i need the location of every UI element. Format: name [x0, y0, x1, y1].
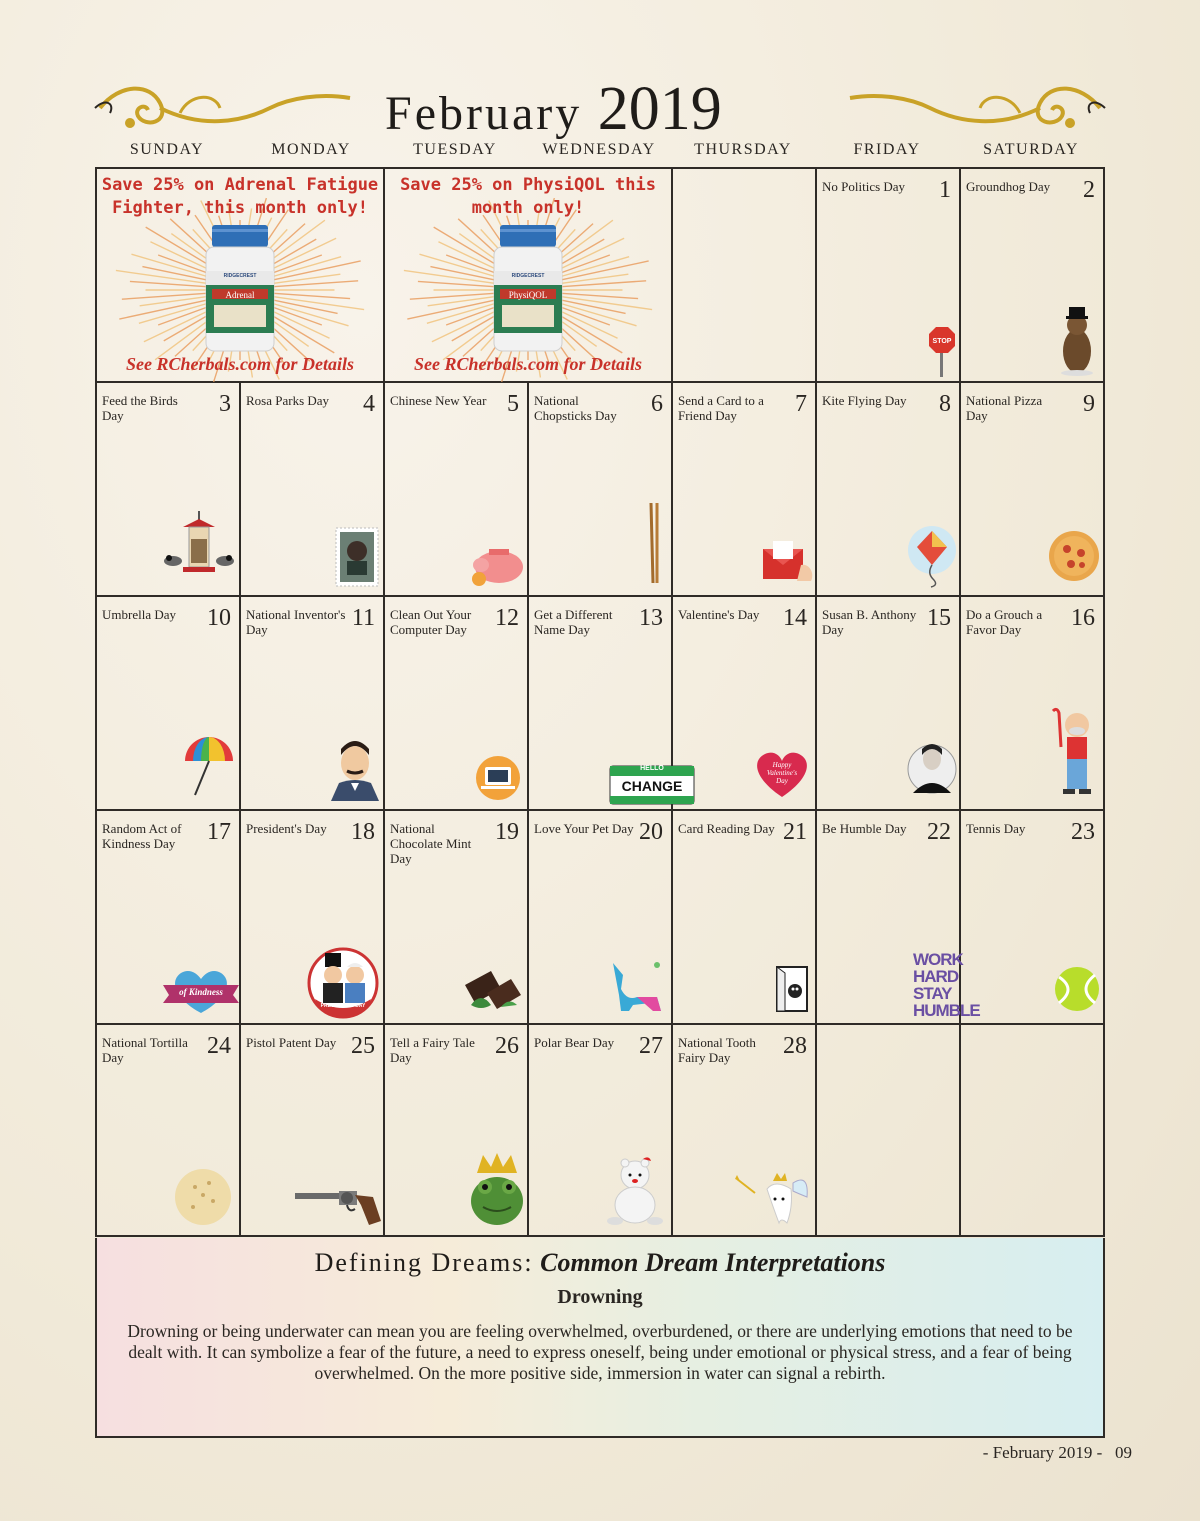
tennis-ball-icon [1053, 965, 1101, 1017]
day-number: 10 [207, 605, 231, 631]
day-event-label: Polar Bear Day [534, 1035, 615, 1050]
day-event-label: Card Reading Day [678, 821, 775, 836]
day-number: 11 [351, 605, 375, 631]
promo-footer-link[interactable]: See RCherbals.com for Details [414, 354, 642, 374]
day-cell[interactable] [241, 597, 385, 811]
chocolate-icon [461, 965, 523, 1015]
defining-dreams-panel [95, 1238, 1105, 1438]
empty-cell [817, 1025, 961, 1237]
day-number: 5 [507, 391, 519, 417]
day-event-label: National Tortilla Day [102, 1035, 188, 1065]
day-cell[interactable] [817, 169, 961, 383]
day-number: 27 [639, 1033, 663, 1059]
day-number: 13 [639, 605, 663, 631]
day-cell[interactable] [241, 811, 385, 1025]
chopsticks-icon [645, 501, 665, 589]
day-number: 6 [651, 391, 663, 417]
day-number: 22 [927, 819, 951, 845]
umbrella-icon [181, 735, 237, 803]
day-number: 4 [363, 391, 375, 417]
weekday-3: WEDNESDAY [542, 141, 656, 158]
empty-cell [961, 1025, 1105, 1237]
day-cell[interactable] [385, 383, 529, 597]
inventor-portrait-icon [329, 737, 381, 805]
day-number: 7 [795, 391, 807, 417]
day-cell[interactable] [385, 1025, 529, 1237]
dreams-title-prefix: Defining Dreams: [314, 1248, 534, 1277]
day-cell[interactable] [529, 1025, 673, 1237]
day-event-label: Love Your Pet Day [534, 821, 634, 836]
weekday-header-row [95, 141, 1105, 165]
kindness-badge-icon [161, 967, 241, 1015]
day-number: 17 [207, 819, 231, 845]
day-cell[interactable] [817, 811, 980, 1025]
day-event-label: Tennis Day [966, 821, 1026, 836]
day-event-label: National Chopsticks Day [534, 393, 617, 423]
weekday-1: MONDAY [271, 141, 351, 158]
page-number: 09 [1115, 1443, 1132, 1462]
stamp-icon [335, 527, 379, 591]
promo-cell-2[interactable] [385, 169, 673, 383]
dreams-subtitle: Drowning [557, 1286, 643, 1308]
day-number: 12 [495, 605, 519, 631]
promo-headline: Save 25% on PhysiQOL this month only! [400, 175, 656, 218]
presidents-text: PRESIDENT'S DAY [320, 1003, 366, 1009]
right-flourish-icon [845, 78, 1110, 138]
day-cell[interactable] [97, 597, 241, 811]
supplement-bottle-icon [486, 223, 570, 353]
day-cell[interactable] [529, 597, 683, 811]
day-event-label: Chinese New Year [390, 393, 487, 408]
day-event-label: Groundhog Day [966, 179, 1051, 194]
weekday-6: SATURDAY [983, 141, 1079, 158]
kindness-text: of Kindness [179, 987, 223, 997]
page-title: February 2019 [385, 75, 722, 143]
humble-text-icon [913, 950, 980, 1020]
day-number: 1 [939, 177, 951, 203]
portrait-icon [907, 733, 957, 807]
day-cell[interactable] [817, 597, 961, 811]
promo-footer-link[interactable]: See RCherbals.com for Details [126, 354, 354, 374]
supplement-bottle-icon [198, 223, 282, 353]
day-number: 28 [783, 1033, 807, 1059]
pet-icon [607, 955, 669, 1017]
envelope-icon [761, 539, 817, 589]
weekday-5: FRIDAY [853, 141, 921, 158]
humble-line: HUMBLE [913, 1001, 980, 1020]
day-event-label: Feed the Birds Day [102, 393, 178, 423]
day-cell[interactable] [961, 169, 1105, 383]
day-number: 2 [1083, 177, 1095, 203]
tooth-fairy-icon [735, 1163, 815, 1231]
day-cell[interactable] [961, 383, 1105, 597]
day-cell[interactable] [241, 1025, 385, 1237]
day-event-label: Pistol Patent Day [246, 1035, 337, 1050]
day-event-label: No Politics Day [822, 179, 906, 194]
day-number: 24 [207, 1033, 231, 1059]
revolver-icon [293, 1187, 383, 1231]
svg-text:STOP: STOP [932, 338, 952, 345]
stop-sign-icon [927, 325, 957, 381]
day-event-label: National Chocolate Mint Day [390, 821, 472, 866]
dreams-title [97, 1248, 1103, 1278]
day-cell[interactable] [673, 811, 817, 1025]
groundhog-icon [1057, 303, 1097, 379]
promo-bottle [198, 223, 282, 357]
day-event-label: Send a Card to a Friend Day [678, 393, 764, 423]
day-event-label: Kite Flying Day [822, 393, 907, 408]
day-number: 9 [1083, 391, 1095, 417]
bottle-product: Adrenal [225, 289, 255, 300]
polar-bear-icon [603, 1155, 667, 1231]
day-number: 25 [351, 1033, 375, 1059]
promo-headline: Save 25% on Adrenal Fatigue Fighter, this month only! [101, 175, 379, 218]
day-number: 19 [495, 819, 519, 845]
promo-cell-1[interactable] [97, 169, 385, 383]
day-event-label: Clean Out Your Computer Day [390, 607, 472, 637]
weekday-0: SUNDAY [129, 141, 205, 158]
day-event-label: National Inventor's Day [246, 607, 346, 637]
day-cell[interactable] [385, 811, 529, 1025]
weekday-4: THURSDAY [694, 141, 792, 158]
card-icon [773, 965, 811, 1017]
day-event-label: Random Act of Kindness Day [102, 821, 182, 851]
day-cell[interactable] [673, 1025, 817, 1237]
humble-line: HARD [913, 967, 959, 986]
kite-icon [907, 525, 957, 591]
day-number: 18 [351, 819, 375, 845]
footer-label: - February 2019 - [982, 1443, 1103, 1462]
day-number: 20 [639, 819, 663, 845]
day-event-label: Valentine's Day [678, 607, 760, 622]
left-flourish-icon [90, 78, 355, 138]
day-number: 15 [927, 605, 951, 631]
day-cell[interactable] [529, 811, 673, 1025]
bottle-product: PhysiQOL [508, 289, 548, 300]
day-event-label: Do a Grouch a Favor Day [966, 607, 1043, 637]
grouch-icon [1049, 707, 1105, 807]
computer-icon [471, 755, 525, 805]
promo-bottle [486, 223, 570, 357]
day-event-label: Get a Different Name Day [534, 607, 613, 637]
day-number: 8 [939, 391, 951, 417]
day-event-label: Rosa Parks Day [246, 393, 330, 408]
empty-cell [673, 169, 817, 383]
bottle-brand: RIDGECREST [223, 272, 257, 279]
day-cell[interactable] [241, 383, 385, 597]
day-event-label: President's Day [246, 821, 327, 836]
bottle-brand: RIDGECREST [511, 272, 545, 279]
day-event-label: National Tooth Fairy Day [678, 1035, 756, 1065]
weekday-2: TUESDAY [413, 141, 497, 158]
day-number: 3 [219, 391, 231, 417]
dreams-title-italic: Common Dream Interpretations [540, 1248, 886, 1277]
day-number: 23 [1071, 819, 1095, 845]
tortilla-icon [173, 1167, 233, 1231]
day-event-label: Susan B. Anthony Day [822, 607, 917, 637]
presidents-badge-icon [303, 943, 383, 1019]
day-event-label: National Pizza Day [966, 393, 1043, 423]
day-cell[interactable] [529, 383, 673, 597]
day-number: 16 [1071, 605, 1095, 631]
day-cell[interactable] [673, 383, 817, 597]
calendar-header [0, 70, 1200, 150]
day-cell[interactable] [961, 597, 1105, 811]
humble-line: STAY [913, 984, 952, 1003]
day-event-label: Tell a Fairy Tale Day [390, 1035, 475, 1065]
day-event-label: Be Humble Day [822, 821, 907, 836]
page-footer [983, 1443, 1132, 1463]
day-number: 21 [783, 819, 807, 845]
day-number: 26 [495, 1033, 519, 1059]
frog-prince-icon [467, 1151, 527, 1231]
day-cell[interactable] [817, 383, 961, 597]
day-number: 14 [783, 605, 807, 631]
name-tag-text: CHANGE [621, 778, 683, 794]
day-cell[interactable] [961, 811, 1105, 1025]
day-event-label: Umbrella Day [102, 607, 177, 622]
heart-icon [751, 749, 813, 799]
heart-text: Happy Valentine's Day [766, 761, 798, 785]
name-tag-top: HELLO [640, 765, 664, 772]
dreams-body: Drowning or being underwater can mean you are feeling overwhelmed, overburdened, or there are underlying emotions that need to be dealt with. It can symbolize a fear of the future, a need to express oneself, being under emotional or physical stress, and a fear of being overwhelmed. On the more positive side, immersion in water can signal a rebirth. [127, 1321, 1073, 1383]
day-cell[interactable] [673, 597, 817, 811]
day-cell[interactable] [97, 383, 241, 597]
pizza-icon [1047, 529, 1101, 587]
pig-icon [467, 537, 527, 591]
calendar-grid [95, 167, 1105, 1237]
day-cell[interactable] [97, 811, 241, 1025]
humble-line: WORK [913, 950, 963, 969]
day-cell[interactable] [97, 1025, 241, 1237]
bird-feeder-icon [161, 509, 237, 589]
day-cell[interactable] [385, 597, 529, 811]
